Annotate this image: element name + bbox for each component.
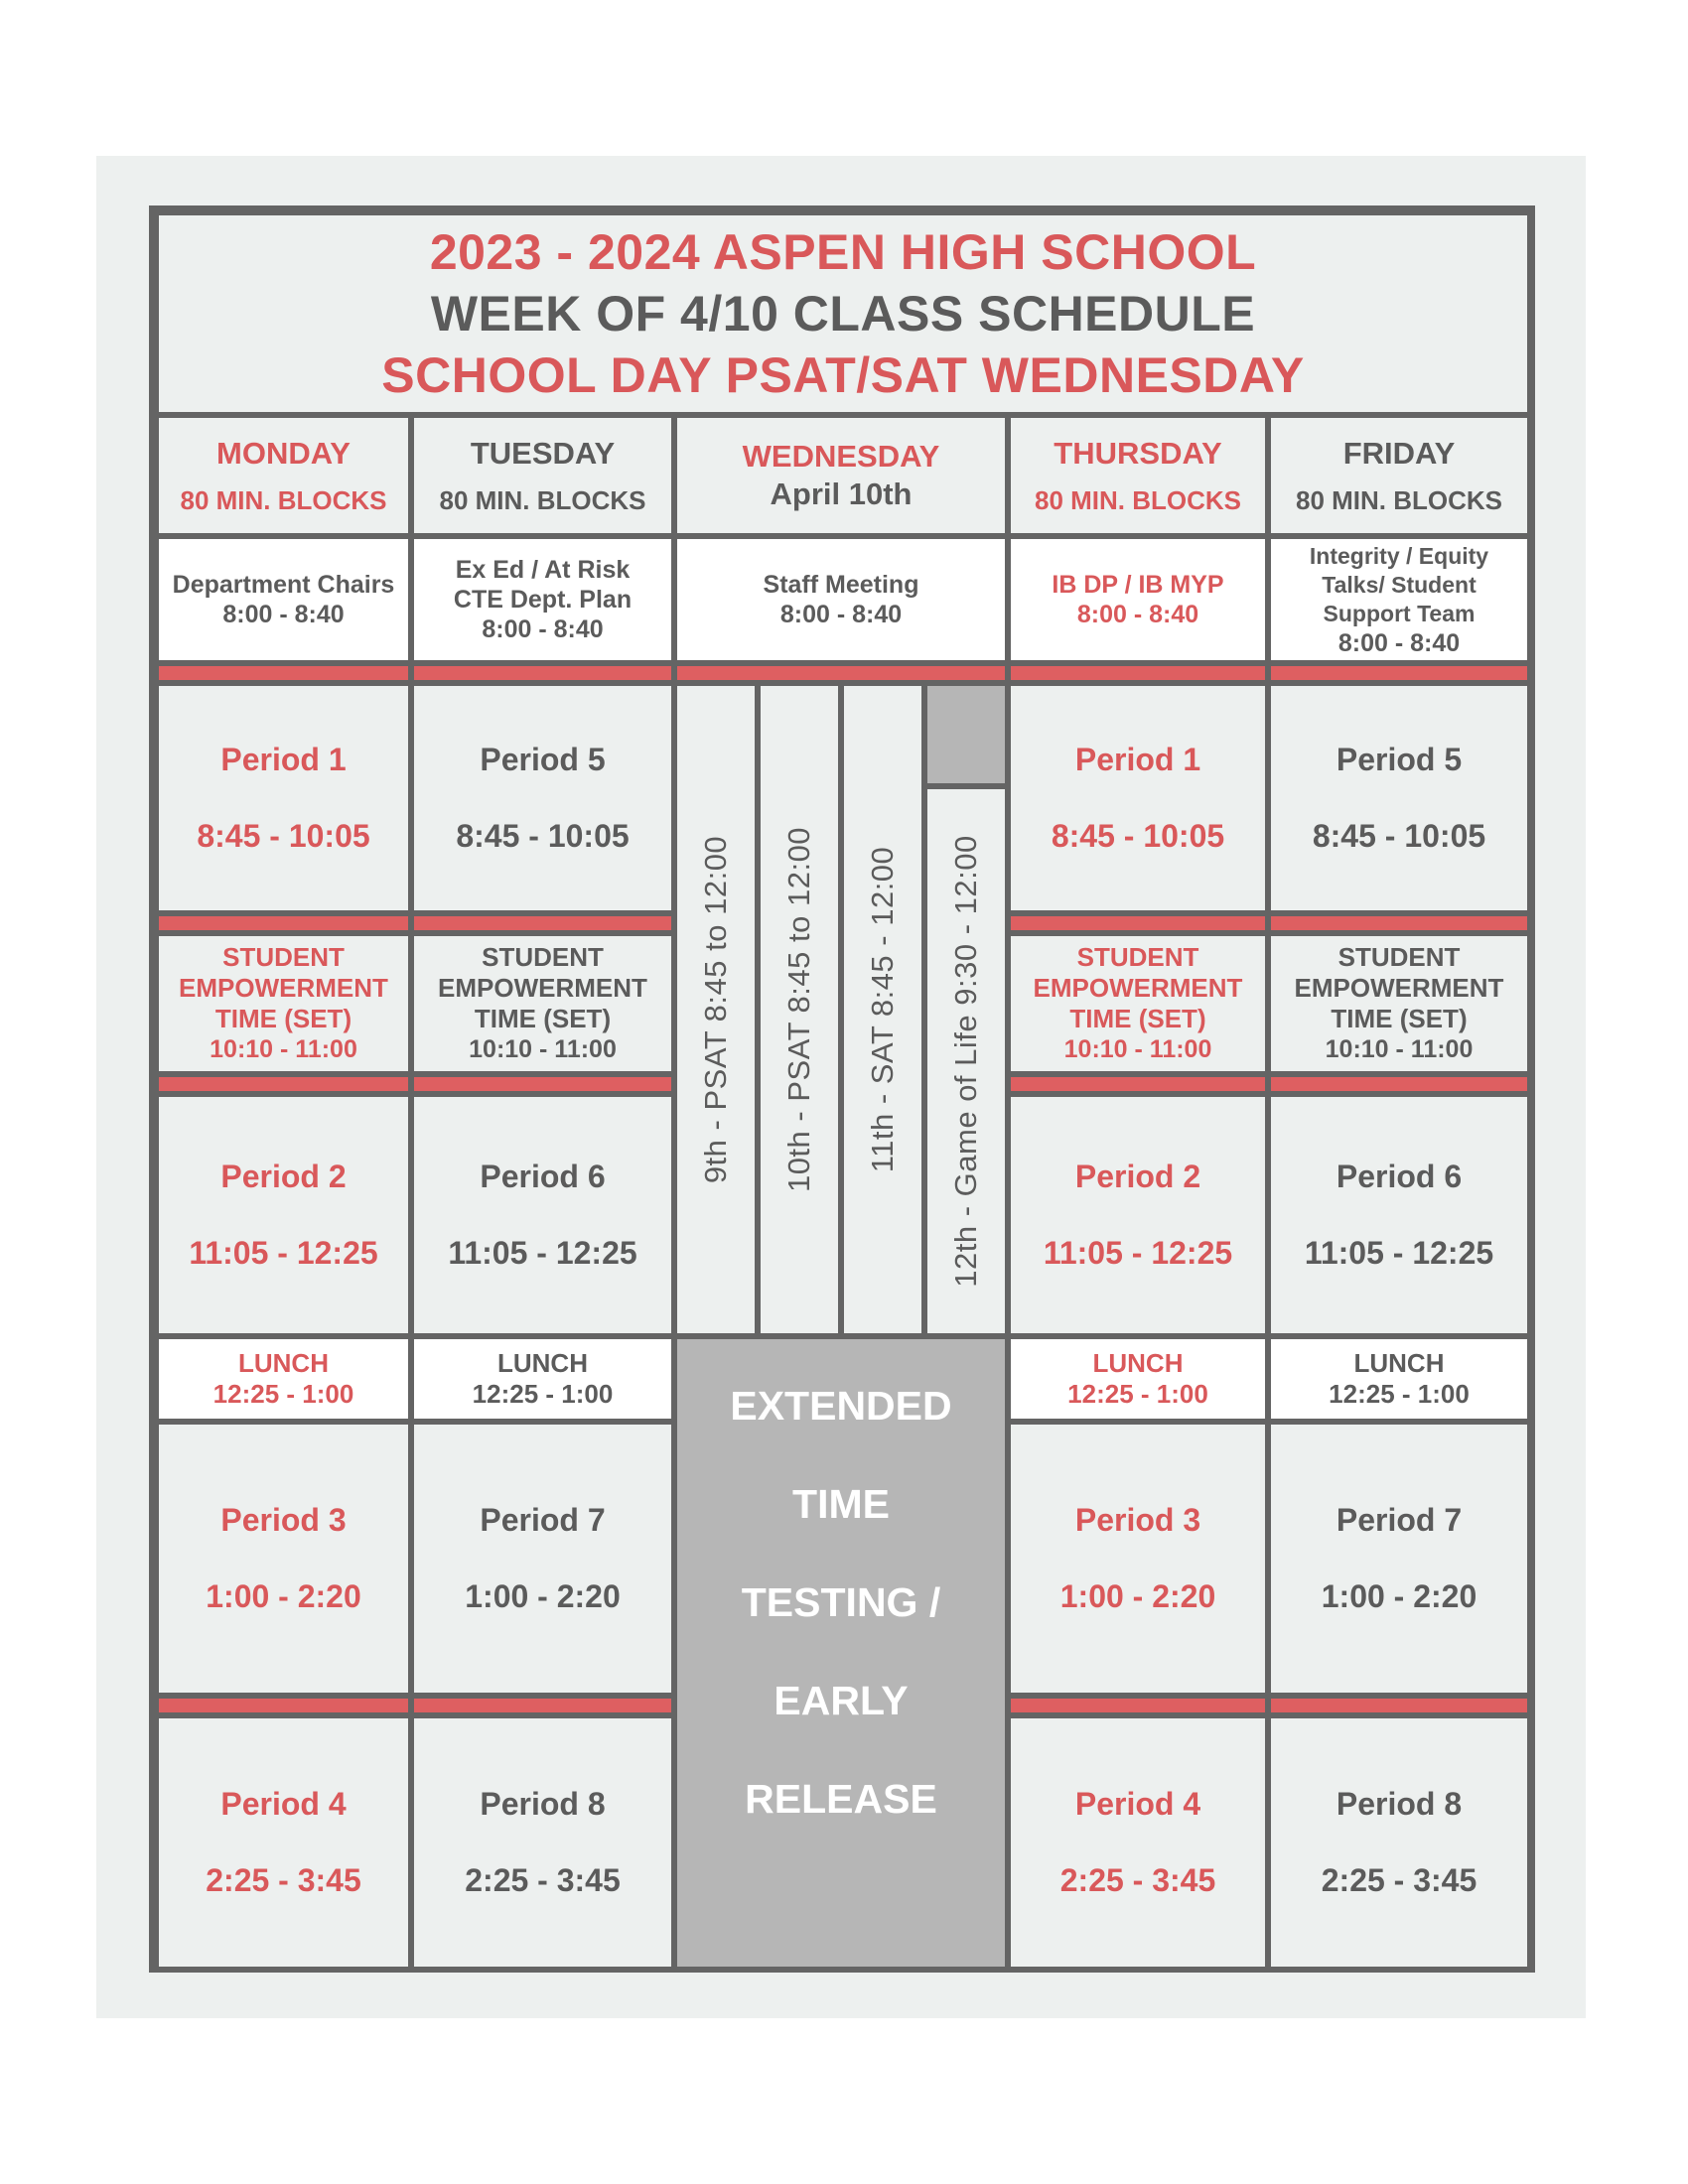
day-subtitle: 80 MIN. BLOCKS <box>1034 484 1242 515</box>
lunch-thursday <box>1011 1339 1265 1419</box>
period-tuesday-3 <box>414 1425 671 1693</box>
set-time: 10:10 - 11:00 <box>210 1035 357 1063</box>
lunch-label: LUNCH <box>497 1348 588 1378</box>
header-line-2: WEEK OF 4/10 CLASS SCHEDULE <box>430 286 1256 341</box>
day-header-thursday <box>1011 418 1265 533</box>
period-time: 11:05 - 12:25 <box>448 1235 637 1271</box>
period-friday-1 <box>1271 686 1527 910</box>
period-thursday-2 <box>1011 1097 1265 1333</box>
divider-bar <box>414 916 671 930</box>
meeting-time: 8:00 - 8:40 <box>779 601 903 628</box>
testing-spacer <box>927 686 1005 783</box>
period-name: Period 8 <box>480 1786 606 1822</box>
period-monday-3 <box>159 1425 408 1693</box>
set-line-1: STUDENT <box>482 942 604 972</box>
period-monday-4 <box>159 1718 408 1967</box>
period-thursday-3 <box>1011 1425 1265 1693</box>
divider-bar <box>414 666 671 680</box>
period-name: Period 6 <box>1336 1159 1463 1194</box>
period-name: Period 6 <box>480 1159 606 1194</box>
lunch-monday <box>159 1339 408 1419</box>
day-header-tuesday <box>414 418 671 533</box>
testing-column-11th <box>844 686 921 1333</box>
meeting-time: 8:00 - 8:40 <box>222 601 345 628</box>
divider-bar <box>414 1077 671 1091</box>
period-name: Period 2 <box>1074 1159 1201 1194</box>
schedule-table <box>149 205 1535 1973</box>
divider-bar <box>1011 1699 1265 1712</box>
period-name: Period 2 <box>220 1159 347 1194</box>
divider-bar <box>677 666 1005 680</box>
period-time: 1:00 - 2:20 <box>1059 1578 1216 1614</box>
period-thursday-4 <box>1011 1718 1265 1967</box>
period-friday-4 <box>1271 1718 1527 1967</box>
set-monday <box>159 936 408 1071</box>
meeting-title: IB DP / IB MYP <box>1052 571 1224 599</box>
lunch-friday <box>1271 1339 1527 1419</box>
period-time: 2:25 - 3:45 <box>465 1862 621 1898</box>
meeting-title: Integrity / Equity <box>1309 542 1489 569</box>
set-time: 10:10 - 11:00 <box>469 1035 617 1063</box>
set-line-3: TIME (SET) <box>214 1004 352 1033</box>
extended-line-5: RELEASE <box>745 1776 937 1822</box>
testing-label: 9th - PSAT 8:45 to 12:00 <box>698 835 733 1184</box>
lunch-time: 12:25 - 1:00 <box>1067 1379 1208 1409</box>
period-time: 2:25 - 3:45 <box>1321 1862 1477 1898</box>
period-time: 8:45 - 10:05 <box>1051 818 1225 854</box>
divider-bar <box>159 1699 408 1712</box>
meeting-tuesday <box>414 539 671 660</box>
lunch-time: 12:25 - 1:00 <box>472 1379 614 1409</box>
set-line-3: TIME (SET) <box>1069 1004 1206 1033</box>
period-time: 11:05 - 12:25 <box>1043 1235 1233 1271</box>
header-line-3: SCHOOL DAY PSAT/SAT WEDNESDAY <box>381 347 1305 403</box>
period-name: Period 7 <box>480 1502 606 1538</box>
testing-label: 12th - Game of Life 9:30 - 12:00 <box>948 835 983 1288</box>
period-name: Period 3 <box>220 1502 347 1538</box>
period-time: 2:25 - 3:45 <box>1059 1862 1216 1898</box>
day-header-monday <box>159 418 408 533</box>
set-friday <box>1271 936 1527 1071</box>
period-name: Period 4 <box>1074 1786 1201 1822</box>
meeting-title: Department Chairs <box>172 571 395 599</box>
lunch-tuesday <box>414 1339 671 1419</box>
period-time: 1:00 - 2:20 <box>465 1578 621 1614</box>
meeting-title-2: CTE Dept. Plan <box>453 586 633 614</box>
meeting-title-2: Talks/ Student <box>1322 571 1477 598</box>
day-name: FRIDAY <box>1342 435 1456 471</box>
day-subtitle: 80 MIN. BLOCKS <box>180 484 387 515</box>
set-line-1: STUDENT <box>1337 942 1461 972</box>
set-line-1: STUDENT <box>1076 942 1199 972</box>
period-name: Period 4 <box>220 1786 347 1822</box>
divider-bar <box>1271 916 1527 930</box>
day-subtitle: 80 MIN. BLOCKS <box>439 484 646 515</box>
divider-bar <box>159 916 408 930</box>
period-name: Period 8 <box>1336 1786 1463 1822</box>
schedule-header <box>159 215 1527 412</box>
set-line-2: EMPOWERMENT <box>438 973 647 1003</box>
divider-bar <box>1011 916 1265 930</box>
set-tuesday <box>414 936 671 1071</box>
set-line-2: EMPOWERMENT <box>1294 973 1504 1003</box>
period-time: 2:25 - 3:45 <box>206 1862 361 1898</box>
period-name: Period 1 <box>1074 742 1201 777</box>
period-friday-3 <box>1271 1425 1527 1693</box>
period-monday-2 <box>159 1097 408 1333</box>
divider-bar <box>1011 1077 1265 1091</box>
divider-bar <box>159 666 408 680</box>
meeting-title: Staff Meeting <box>763 571 919 599</box>
lunch-label: LUNCH <box>238 1348 329 1378</box>
day-name: THURSDAY <box>1054 435 1222 471</box>
testing-column-10th <box>761 686 838 1333</box>
meeting-thursday <box>1011 539 1265 660</box>
set-time: 10:10 - 11:00 <box>1325 1035 1474 1063</box>
period-thursday-1 <box>1011 686 1265 910</box>
period-tuesday-1 <box>414 686 671 910</box>
meeting-title: Ex Ed / At Risk <box>455 556 631 584</box>
period-time: 8:45 - 10:05 <box>197 818 370 854</box>
day-header-wednesday <box>677 418 1005 533</box>
period-time: 1:00 - 2:20 <box>206 1578 361 1614</box>
period-name: Period 3 <box>1074 1502 1201 1538</box>
divider-bar <box>414 1699 671 1712</box>
period-time: 11:05 - 12:25 <box>1304 1235 1494 1271</box>
set-line-2: EMPOWERMENT <box>179 973 388 1003</box>
testing-column-12th <box>927 789 1005 1333</box>
period-time: 8:45 - 10:05 <box>1312 818 1486 854</box>
divider-bar <box>1011 666 1265 680</box>
period-name: Period 5 <box>1336 742 1463 777</box>
day-subtitle: April 10th <box>770 477 913 511</box>
day-name: WEDNESDAY <box>742 439 940 474</box>
period-tuesday-4 <box>414 1718 671 1967</box>
lunch-label: LUNCH <box>1353 1348 1445 1378</box>
meeting-time: 8:00 - 8:40 <box>482 615 604 643</box>
set-line-3: TIME (SET) <box>1331 1004 1468 1033</box>
extended-line-4: EARLY <box>774 1678 909 1723</box>
period-time: 11:05 - 12:25 <box>189 1235 378 1271</box>
divider-bar <box>1271 1077 1527 1091</box>
testing-label: 10th - PSAT 8:45 to 12:00 <box>781 826 816 1193</box>
set-line-3: TIME (SET) <box>474 1004 612 1033</box>
meeting-time: 8:00 - 8:40 <box>1076 601 1199 628</box>
day-subtitle: 80 MIN. BLOCKS <box>1295 484 1503 515</box>
divider-bar <box>1271 1699 1527 1712</box>
day-header-friday <box>1271 418 1527 533</box>
meeting-time: 8:00 - 8:40 <box>1337 628 1461 657</box>
extended-line-1: EXTENDED <box>730 1383 952 1429</box>
period-time: 1:00 - 2:20 <box>1321 1578 1477 1614</box>
period-name: Period 1 <box>220 742 347 777</box>
testing-column-9th <box>677 686 755 1333</box>
period-name: Period 5 <box>480 742 606 777</box>
meeting-monday <box>159 539 408 660</box>
lunch-time: 12:25 - 1:00 <box>212 1379 354 1409</box>
period-time: 8:45 - 10:05 <box>456 818 630 854</box>
day-name: MONDAY <box>216 435 351 471</box>
set-thursday <box>1011 936 1265 1071</box>
divider-bar <box>1271 666 1527 680</box>
set-time: 10:10 - 11:00 <box>1063 1035 1212 1063</box>
day-name: TUESDAY <box>470 435 616 471</box>
extended-time-block <box>677 1339 1005 1967</box>
lunch-label: LUNCH <box>1092 1348 1184 1378</box>
testing-label: 11th - SAT 8:45 - 12:00 <box>865 846 900 1173</box>
period-tuesday-2 <box>414 1097 671 1333</box>
extended-line-3: TESTING / <box>741 1579 941 1625</box>
header-line-1: 2023 - 2024 ASPEN HIGH SCHOOL <box>429 224 1257 280</box>
lunch-time: 12:25 - 1:00 <box>1329 1379 1470 1409</box>
set-line-1: STUDENT <box>222 942 345 972</box>
period-name: Period 7 <box>1336 1502 1463 1538</box>
set-line-2: EMPOWERMENT <box>1033 973 1243 1003</box>
period-monday-1 <box>159 686 408 910</box>
meeting-wednesday <box>677 539 1005 660</box>
meeting-title-3: Support Team <box>1323 600 1476 626</box>
period-friday-2 <box>1271 1097 1527 1333</box>
meeting-friday <box>1271 539 1527 660</box>
extended-line-2: TIME <box>792 1481 890 1527</box>
divider-bar <box>159 1077 408 1091</box>
